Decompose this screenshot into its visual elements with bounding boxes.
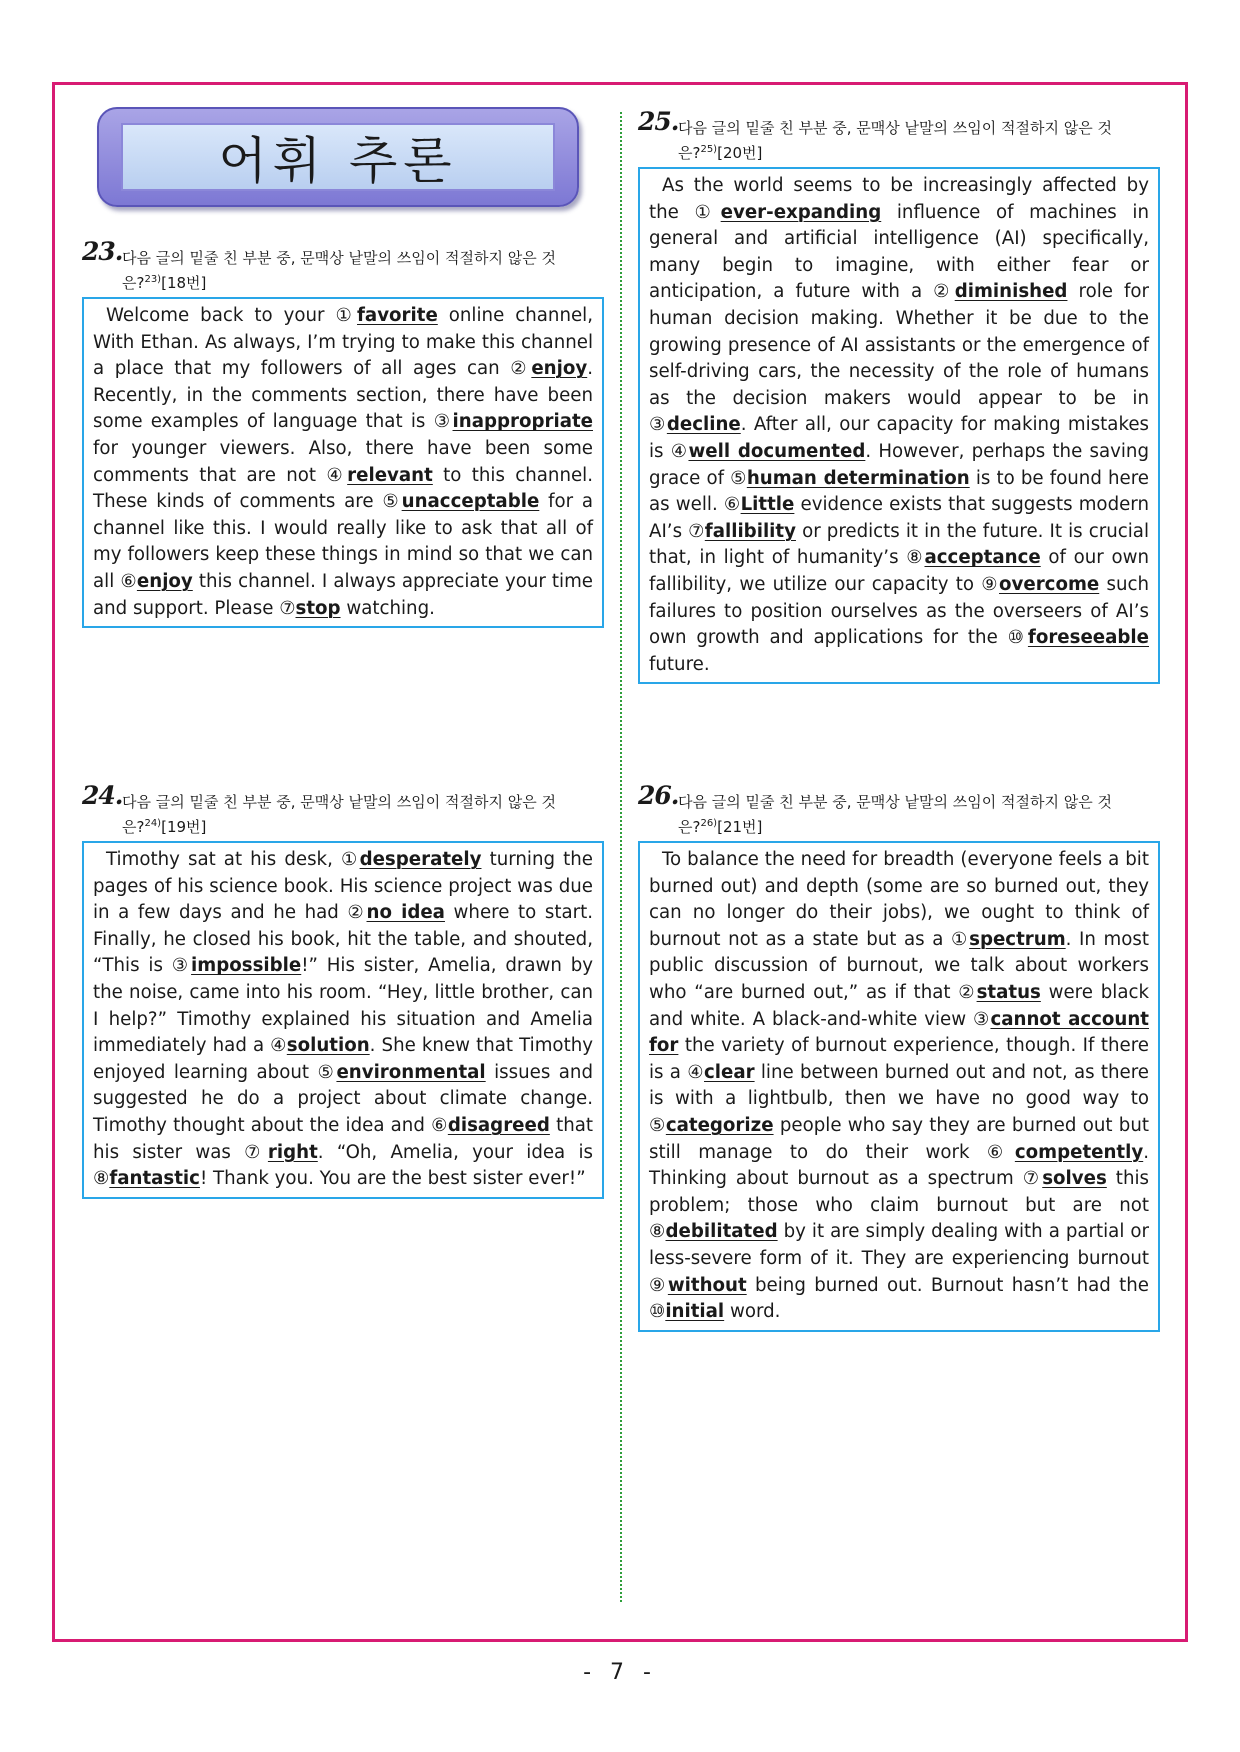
question-meta: 은?$^{24)}$[19번] bbox=[122, 818, 207, 836]
section-title-banner bbox=[97, 107, 579, 207]
question-header bbox=[638, 781, 1160, 838]
question-26 bbox=[638, 781, 1160, 1332]
question-23 bbox=[82, 237, 604, 628]
underlined-word: ever-expanding bbox=[720, 201, 882, 223]
question-25 bbox=[638, 107, 1160, 684]
question-header bbox=[638, 107, 1160, 164]
question-meta: 은?$^{26)}$[21번] bbox=[678, 818, 763, 836]
underlined-word: inappropriate bbox=[452, 411, 593, 433]
question-source: [18번] bbox=[161, 274, 207, 292]
underlined-word: cannot account for bbox=[649, 1008, 1149, 1057]
footnote-ref: 26) bbox=[700, 818, 718, 829]
question-number: 25. bbox=[638, 107, 679, 136]
question-meta: 은?$^{23)}$[18번] bbox=[122, 274, 207, 292]
underlined-word: favorite bbox=[357, 305, 438, 326]
passage-box bbox=[638, 841, 1160, 1332]
underlined-word: diminished bbox=[954, 281, 1068, 303]
section-title-inner bbox=[121, 123, 555, 191]
underlined-word: fantastic bbox=[109, 1168, 200, 1190]
question-source: [19번] bbox=[161, 818, 207, 836]
underlined-word: relevant bbox=[347, 464, 433, 486]
underlined-word: solution bbox=[286, 1035, 370, 1057]
underlined-word: decline bbox=[666, 414, 741, 436]
underlined-word: desperately bbox=[359, 849, 482, 870]
question-instruction: 다음 글의 밑줄 친 부분 중, 문맥상 낱말의 쓰임이 적절하지 않은 것 bbox=[678, 119, 1112, 137]
passage-text: Welcome back to your ①favorite online channel, With Ethan. As always, I’m trying to make this channel a place that my followers of all ages can ②enjoy. Recently, in the comments section, there have been some examples of language that is ③inappropriate for younger viewers. Also, there have been some comments that are not ④relevant to this channel. These kinds of comments are ⑤unacceptable for a channel like this. I would really like to ask that all of my followers keep these things in mind so that we can all ⑥enjoy this channel. I always appreciate your time and support. Please ⑦stop watching. bbox=[93, 305, 594, 619]
question-number: 26. bbox=[638, 781, 679, 810]
question-meta: 은?$^{25)}$[20번] bbox=[678, 144, 763, 162]
passage-text: To balance the need for breadth (everyone feels a bit burned out) and depth (some are so burned out, they can no longer do their jobs), we ought to think of burnout not as a state but as a ①spectrum. In most public discussion of burnout, we talk about workers who “are burned out,” as if that ②status were black and white. A black-and-white view ③cannot account for the variety of burnout experience, though. If there is a ④clear line between burned out and not, as there is with a lightbulb, then we have no good way to ⑤categorize people who say they are burned out but still manage to do their work ⑥competently. Thinking about burnout as a spectrum ⑦solves this problem; those who claim burnout but are not ⑧debilitated by it are simply dealing with a partial or less-severe form of it. They are experiencing burnout ⑨without being burned out. Burnout hasn’t had the ⑩initial word. bbox=[649, 849, 1150, 1323]
underlined-word: overcome bbox=[999, 573, 1100, 595]
passage-box bbox=[638, 167, 1160, 684]
question-instruction: 다음 글의 밑줄 친 부분 중, 문맥상 낱말의 쓰임이 적절하지 않은 것 bbox=[678, 793, 1112, 811]
underlined-word: spectrum bbox=[969, 928, 1066, 950]
passage-box bbox=[82, 841, 604, 1199]
underlined-word: human determination bbox=[746, 467, 970, 489]
question-instruction: 다음 글의 밑줄 친 부분 중, 문맥상 낱말의 쓰임이 적절하지 않은 것 bbox=[122, 793, 556, 811]
underlined-word: well documented bbox=[688, 440, 866, 462]
underlined-word: environmental bbox=[336, 1061, 486, 1083]
underlined-word: no idea bbox=[366, 902, 445, 924]
section-title: 어휘 추론 bbox=[218, 132, 458, 190]
underlined-word: stop bbox=[295, 597, 341, 619]
footnote-ref: 24) bbox=[144, 818, 162, 829]
passage-box bbox=[82, 297, 604, 628]
underlined-word: status bbox=[976, 981, 1041, 1003]
underlined-word: competently bbox=[1014, 1141, 1144, 1163]
question-instruction: 다음 글의 밑줄 친 부분 중, 문맥상 낱말의 쓰임이 적절하지 않은 것 bbox=[122, 249, 556, 267]
underlined-word: debilitated bbox=[665, 1221, 778, 1243]
underlined-word: categorize bbox=[665, 1114, 774, 1136]
question-header bbox=[82, 237, 604, 294]
underlined-word: enjoy bbox=[136, 570, 193, 592]
underlined-word: right bbox=[267, 1141, 318, 1163]
passage-text: Timothy sat at his desk, ①desperately turning the pages of his science book. His science project was due in a few days and he had ②no idea where to start. Finally, he closed his book, hit the table, and shouted, “This is ③impossible!” His sister, Amelia, drawn by the noise, came into his room. “Hey, little brother, can I help?” Timothy explained his situation and Amelia immediately had a ④solution. She knew that Timothy enjoyed learning about ⑤environmental issues and suggested he do a project about climate change. Timothy thought about the idea and ⑥disagreed that his sister was ⑦right. “Oh, Amelia, your idea is ⑧fantastic! Thank you. You are the best sister ever!” bbox=[93, 849, 594, 1190]
question-number: 23. bbox=[82, 237, 123, 266]
footnote-ref: 25) bbox=[700, 144, 718, 155]
underlined-word: Little bbox=[740, 494, 795, 516]
question-24 bbox=[82, 781, 604, 1199]
question-number: 24. bbox=[82, 781, 123, 810]
underlined-word: clear bbox=[704, 1061, 755, 1083]
underlined-word: acceptance bbox=[924, 547, 1041, 569]
column-divider bbox=[620, 112, 622, 1602]
page-number: - 7 - bbox=[583, 1660, 657, 1685]
underlined-word: impossible bbox=[191, 955, 302, 977]
underlined-word: unacceptable bbox=[401, 491, 540, 513]
underlined-word: disagreed bbox=[447, 1114, 550, 1136]
passage-text: As the world seems to be increasingly affected by the ①ever-expanding influence of machines in general and artificial intelligence (AI) specifically, many begin to imagine, with either fear or anticipation, a future with a ②diminished role for human decision making. Whether it be due to the growing presence of AI assistants or the emergence of self-driving cars, the necessity of the role of humans as the decision makers would appear to be in ③decline. After all, our capacity for making mistakes is ④well documented. However, perhaps the saving grace of ⑤human determination is to be found here as well. ⑥Little evidence exists that suggests modern AI’s ⑦fallibility or predicts it in the future. It is crucial that, in light of humanity’s ⑧acceptance of our own fallibility, we utilize our capacity to ⑨overcome such failures to position ourselves as the overseers of AI’s own growth and applications for the ⑩foreseeable future. bbox=[649, 175, 1150, 675]
underlined-word: initial bbox=[665, 1301, 725, 1323]
question-source: [21번] bbox=[717, 818, 763, 836]
question-header bbox=[82, 781, 604, 838]
underlined-word: without bbox=[667, 1274, 747, 1296]
question-source: [20번] bbox=[717, 144, 763, 162]
footnote-ref: 23) bbox=[144, 274, 162, 285]
underlined-word: enjoy bbox=[531, 358, 588, 380]
underlined-word: foreseeable bbox=[1027, 627, 1149, 649]
underlined-word: fallibility bbox=[704, 520, 796, 542]
underlined-word: solves bbox=[1042, 1168, 1107, 1190]
